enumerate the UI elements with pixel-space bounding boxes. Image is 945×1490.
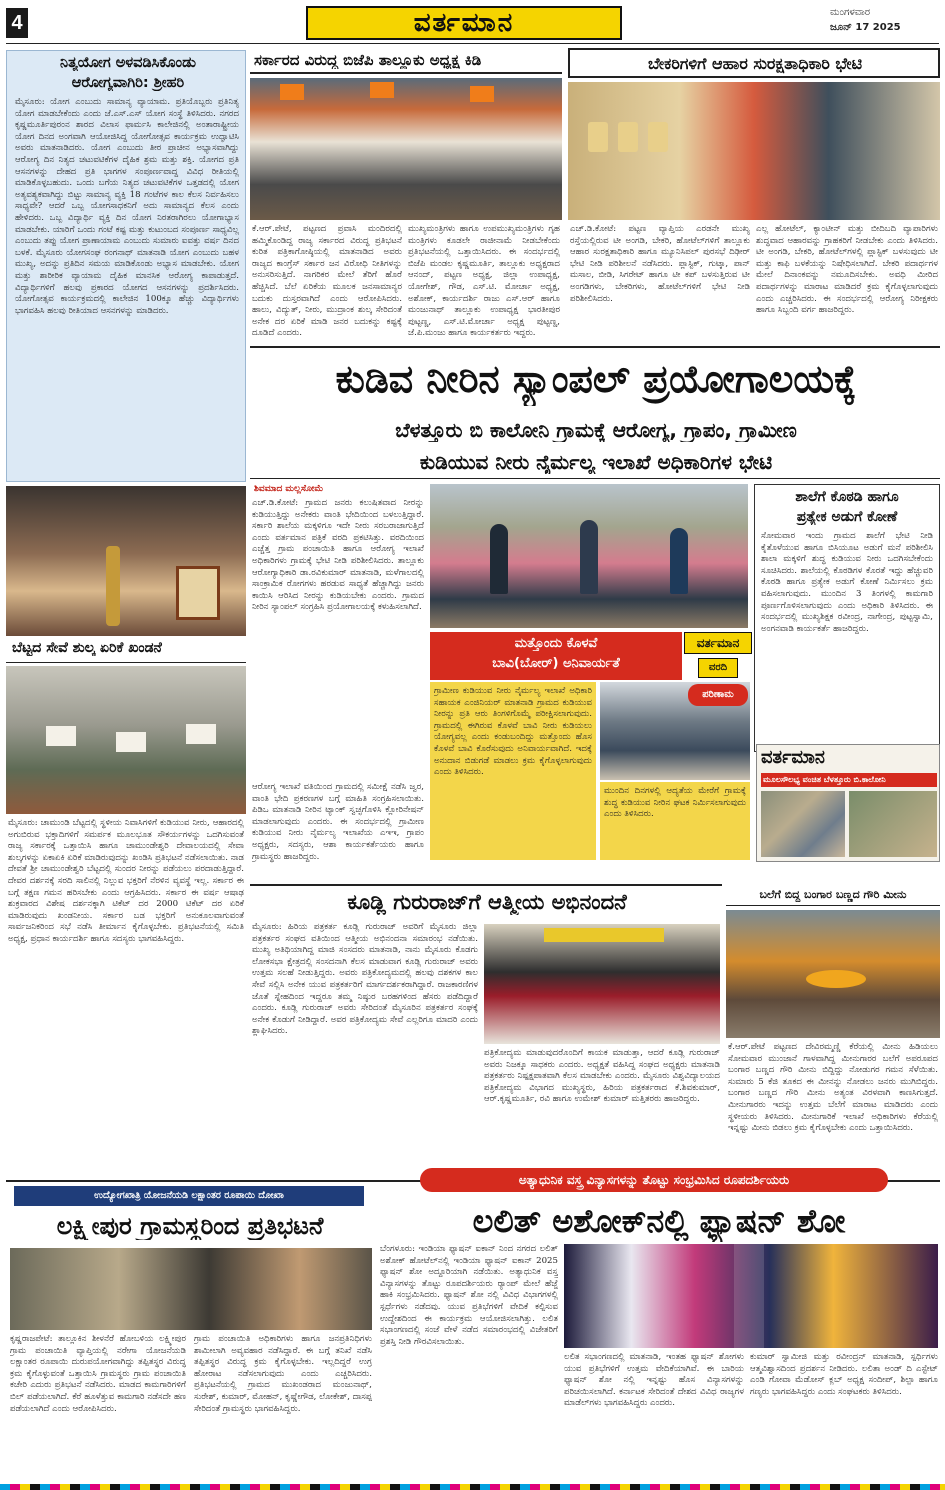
person-icon — [490, 524, 508, 594]
story-kudli-rule — [250, 884, 722, 886]
box-borewell-right-area — [600, 782, 750, 860]
story-fish-headline-bar — [726, 884, 940, 906]
fish-icon — [806, 970, 866, 988]
story-protest-photo — [250, 78, 562, 220]
story-lakshmipura-tag: ಉದ್ಯೋಗಖಾತ್ರಿ ಯೋಜನೆಯಡಿ ಲಕ್ಷಾಂತರ ರೂಪಾಯಿ ದೋಖಾ — [94, 1190, 284, 1201]
story-bakery-body-1: ಎಚ್.ಡಿ.ಕೋಟೆ: ಪಟ್ಟಣ ವ್ಯಾಪ್ತಿಯ ಎರಡನೇ ಮುಖ್ಯ ರಸ್ತೆಯಲ್ಲಿರುವ ಟೀ ಅಂಗಡಿ, ಬೇಕರಿ, ಹೋಟೆಲ್‌ಗಳಿಗೆ ತಾಲ್ಲೂಕು ಆಹಾರ ಸುರಕ್ಷತಾಧಿಕಾರಿ ಹಾಗೂ ಮ್ಯೂನಿಸಿಪಲ್ ಪುರಸಭೆ ದಿಢೀರ್ ಭೇಟಿ ನೀಡಿ ಪರಿಶೀಲನೆ ನಡೆಸಿದರು. ಪ್ಲಾಸ್ಟಿಕ್, ಗುಟ್ಕಾ, ಪಾನ್ ಮಸಾಲ, ಬೀಡಿ, ಸಿಗರೇಟ್ ಹಾಗೂ ಟೀ ಕಪ್ ಬಳಸುತ್ತಿರುವ ಟೀ ಅಂಗಡಿಗಳು, ಬೇಕರಿಗಳು, ಹೋಟೆಲ್‌ಗಳಿಗೆ ಭೇಟಿ ನೀಡಿ ಪರಿಶೀಲಿಸಿದರು. — [570, 224, 750, 304]
main-story-headline: ಕುಡಿವ ನೀರಿನ ಸ್ಯಾಂಪಲ್ ಪ್ರಯೋಗಾಲಯಕ್ಕೆ — [335, 357, 857, 401]
story-fashion-body-1: ಬೆಂಗಳೂರು: ಇಂಡಿಯಾ ಫ್ಯಾಷನ್ ಐಕಾನ್ ನಿಂದ ನಗರದ ಲಲಿತ್ ಅಶೋಕ್ ಹೋಟೆಲ್‌ನಲ್ಲಿ ಇಂಡಿಯಾ ಫ್ಯಾಷನ್ ಐಕಾನ್ 2025 ಫ್ಯಾಷನ್ ಶೋ ಅದ್ದೂರಿಯಾಗಿ ನಡೆಯಿತು. ಅತ್ಯಾಧುನಿಕ ವಸ್ತ್ರ ವಿನ್ಯಾಸಗಳನ್ನು ತೊಟ್ಟು ರೂಪದರ್ಶಿಯರು ರ‍್ಯಾಂಪ್ ಮೇಲೆ ಹೆಜ್ಜೆ ಹಾಕಿ ಸಂಭ್ರಮಿಸಿದರು. ಫ್ಯಾಷನ್ ಶೋ ನಲ್ಲಿ ವಿವಿಧ ವಿಭಾಗಗಳಲ್ಲಿ ಸ್ಪರ್ಧೆಗಳು ನಡೆದವು. ಯುವ ಪ್ರತಿಭೆಗಳಿಗೆ ವೇದಿಕೆ ಕಲ್ಪಿಸುವ ಉದ್ದೇಶದಿಂದ ಈ ಕಾರ್ಯಕ್ರಮ ಆಯೋಜಿಸಲಾಗಿತ್ತು. ಲಲಿತ ಸಭಾಂಗಣದಲ್ಲಿ ಸಂಜೆ ವೇಳೆ ನಡೆದ ಸಮಾರಂಭದಲ್ಲಿ ವಿಜೇತರಿಗೆ ಪ್ರಶಸ್ತಿ ನೀಡಿ ಗೌರವಿಸಲಾಯಿತು. — [380, 1244, 558, 1347]
main-story-body-1: ಎಚ್.ಡಿ.ಕೋಟೆ: ಗ್ರಾಮದ ಜನರು ಕಲುಷಿತವಾದ ನೀರನ್ನು ಕುಡಿಯುತ್ತಿದ್ದು ಅನೇಕರು ವಾಂತಿ ಭೇದಿಯಿಂದ ಬಳಲುತ್ತಿದ್ದಾರೆ. ಸರ್ಕಾರಿ ಶಾಲೆಯ ಮಕ್ಕಳಿಗೂ ಇದೇ ನೀರು ಸರಬರಾಜಾಗುತ್ತಿದೆ ಎಂದು ವರ್ತಮಾನ ಪತ್ರಿಕೆ ವರದಿ ಪ್ರಕಟಿಸಿತ್ತು. ವರದಿಯಿಂದ ಎಚ್ಚೆತ್ತ ಗ್ರಾಮ ಪಂಚಾಯಿತಿ ಹಾಗೂ ಆರೋಗ್ಯ ಇಲಾಖೆ ಅಧಿಕಾರಿಗಳು ಗ್ರಾಮಕ್ಕೆ ಭೇಟಿ ನೀಡಿ ಪರಿಶೀಲಿಸಿದರು. ತಾಲ್ಲೂಕು ಆರೋಗ್ಯಾಧಿಕಾರಿ ಡಾ.ರವಿಕುಮಾರ್ ಮಾತನಾಡಿ, ಮಳೆಗಾಲದಲ್ಲಿ ಸಾಂಕ್ರಾಮಿಕ ರೋಗಗಳು ಹರಡುವ ಸಾಧ್ಯತೆ ಹೆಚ್ಚಾಗಿದ್ದು ಜನರು ಕಾಯಿಸಿ ಆರಿಸಿದ ನೀರನ್ನು ಕುಡಿಯಬೇಕು ಎಂದರು. ಗ್ರಾಮದ ನೀರಿನ ಸ್ಯಾಂಪಲ್ ಸಂಗ್ರಹಿಸಿ ಪ್ರಯೋಗಾಲಯಕ್ಕೆ ಕಳುಹಿಸಲಾಗಿದೆ. — [252, 498, 424, 613]
story-yoga — [6, 50, 246, 482]
story-fee-hike-body: ಮೈಸೂರು: ಚಾಮುಂಡಿ ಬೆಟ್ಟದಲ್ಲಿ ಸ್ಥಳೀಯ ನಿವಾಸಿಗಳಿಗೆ ಕುಡಿಯುವ ನೀರು, ಆಹಾರದಲ್ಲಿ ಅಗುಬಿರುವ ಭಕ್ತಾದಿಗಳಿಗೆ ಸಮರ್ಪಕ ಮೂಲಭೂತ ಸೌಕರ್ಯಗಳನ್ನು ಒದಗಿಸುವಂತೆ ರಾಜ್ಯ ಸರ್ಕಾರಕ್ಕೆ ಒತ್ತಾಯಿಸಿ ಹಾಗೂ ಚಾಮುಂಡೇಶ್ವರಿ ದೇವಾಲಯದಲ್ಲಿ ಸೇವಾ ಶುಲ್ಕಗಳನ್ನು ಏಕಾಏಕಿ ಏರಿಕೆ ಮಾಡಿರುವುದನ್ನು ಖಂಡಿಸಿ ಪ್ರತಿಭಟನೆ ನಡೆಸಲಾಯಿತು. ನಾಡ ದೇವತೆ ಶ್ರೀ ಚಾಮುಂಡೇಶ್ವರಿ ಬೆಟ್ಟದಲ್ಲಿ ಸುಂದರ ನೀರನ್ನು ಪಡೆಯಲು ಪರದಾಡುತ್ತಿದ್ದಾರೆ. ದೇವರ ದರ್ಶನಕ್ಕೆ ಸರದಿ ಸಾಲಿನಲ್ಲಿ ನಿಲ್ಲುವ ಭಕ್ತರಿಗೆ ನೆರಳಿನ ವ್ಯವಸ್ಥೆ ಇಲ್ಲ. ಸರ್ಕಾರ ಈ ಬಗ್ಗೆ ತಕ್ಷಣ ಗಮನ ಹರಿಸಬೇಕು ಎಂದು ಆಗ್ರಹಿಸಿದರು. ಸರ್ಕಾರ ಈ ವರ್ಷ ಆಷಾಢ ಶುಕ್ರವಾರದ ವಿಶೇಷ ದರ್ಶನಕ್ಕಾಗಿ ಟಿಕೆಟ್ ದರ 2000 ಟಿಕೆಟ್ ದರ ಏರಿಕೆ ಮಾಡಿರುವುದು ಖಂಡನೀಯ. ಸರ್ಕಾರ ಬಡ ಭಕ್ತರಿಗೆ ಅನುಕೂಲವಾಗುವಂತೆ ಸಾರ್ವಜನಿಕರಿಂದ ಸಭೆ ನಡೆಸಿ ತೀರ್ಮಾನ ಕೈಗೊಳ್ಳಬೇಕು. ಪ್ರತಿಭಟನೆಯಲ್ಲಿ ಸಮಿತಿ ಅಧ್ಯಕ್ಷ, ಪ್ರಧಾನ ಕಾರ್ಯದರ್ಶಿ ಹಾಗೂ ಸದಸ್ಯರು ಭಾಗವಹಿಸಿದ್ದರು. — [8, 818, 244, 944]
story-fashion-photo — [564, 1244, 938, 1348]
story-fashion-tag-bar — [420, 1168, 888, 1192]
story-kudli-headline: ಕೂಡ್ಲಿ ಗುರುರಾಜ್‌ಗೆ ಆತ್ಮೀಯ ಅಭಿನಂದನೆ — [347, 890, 627, 914]
box-school — [754, 484, 940, 752]
flag-icon-2 — [370, 82, 394, 98]
story-bakery-body-2: ಎಲ್ಲ ಹೋಟೆಲ್, ಕ್ಯಾಂಟೀನ್ ಮತ್ತು ಬೀದಿಬದಿ ವ್ಯಾಪಾರಿಗಳು ಶುದ್ಧವಾದ ಆಹಾರವನ್ನು ಗ್ರಾಹಕರಿಗೆ ನೀಡಬೇಕು ಎಂದು ತಿಳಿಸಿದರು. ಟೀ ಅಂಗಡಿ, ಬೇಕರಿ, ಹೋಟೆಲ್‌ಗಳಲ್ಲಿ ಪ್ಲಾಸ್ಟಿಕ್ ಬಳಸುವುದು ಟೀ ಮತ್ತು ಕಾಫಿ ಬಳಕೆಯನ್ನು ನಿಷೇಧಿಸಲಾಗಿದೆ. ಬೇಕರಿ ಪದಾರ್ಥಗಳ ಮೇಲೆ ದಿನಾಂಕವನ್ನು ನಮೂದಿಸಬೇಕು. ಅವಧಿ ಮೀರಿದ ಪದಾರ್ಥಗಳನ್ನು ಮಾರಾಟ ಮಾಡಿದರೆ ಕ್ರಮ ಕೈಗೊಳ್ಳಲಾಗುವುದು ಎಂದು ಎಚ್ಚರಿಸಿದರು. ಈ ಸಂದರ್ಭದಲ್ಲಿ ಆರೋಗ್ಯ ನಿರೀಕ್ಷಕರು ಹಾಗೂ ಸಿಬ್ಬಂದಿ ವರ್ಗ ಹಾಜರಿದ್ದರು. — [756, 224, 938, 316]
masthead-rule — [6, 43, 939, 44]
story-protest-body-1: ಕೆ.ಆರ್.ಪೇಟೆ, ಪಟ್ಟಣದ ಪ್ರವಾಸಿ ಮಂದಿರದಲ್ಲಿ ಹಮ್ಮಿಕೊಂಡಿದ್ದ ರಾಜ್ಯ ಸರ್ಕಾರದ ವಿರುದ್ಧ ಪ್ರತಿಭಟನೆ ಕುರಿತ ಪತ್ರಿಕಾಗೋಷ್ಠಿಯಲ್ಲಿ ಮಾತನಾಡಿದ ಅವರು ರಾಜ್ಯದ ಕಾಂಗ್ರೆಸ್ ಸರ್ಕಾರ ಜನ ವಿರೋಧಿ ನೀತಿಗಳನ್ನು ಅನುಸರಿಸುತ್ತಿದೆ. ನಾಗರಿಕರ ಮೇಲೆ ತೆರಿಗೆ ಹೊರೆ ಹೆಚ್ಚಿಸಿದೆ. ಬೆಲೆ ಏರಿಕೆಯ ಮೂಲಕ ಜನಸಾಮಾನ್ಯರ ಬದುಕು ದುಸ್ತರವಾಗಿದೆ ಎಂದು ಆರೋಪಿಸಿದರು. ಹಾಲು, ವಿದ್ಯುತ್, ನೀರು, ಮುದ್ರಾಂಕ ಶುಲ್ಕ ಸೇರಿದಂತೆ ಅನೇಕ ದರ ಏರಿಕೆ ಮಾಡಿ ಜನರ ಬದುಕನ್ನು ಕಷ್ಟಕ್ಕೆ ದೂಡಿದೆ ಎಂದರು. — [252, 224, 402, 339]
main-story-body-2: ಆರೋಗ್ಯ ಇಲಾಖೆ ವತಿಯಿಂದ ಗ್ರಾಮದಲ್ಲಿ ಸಮೀಕ್ಷೆ ನಡೆಸಿ ಜ್ವರ, ವಾಂತಿ ಭೇದಿ ಪ್ರಕರಣಗಳ ಬಗ್ಗೆ ಮಾಹಿತಿ ಸಂಗ್ರಹಿಸಲಾಯಿತು. ಪಿಡಿಒ ಮಾತನಾಡಿ ನೀರಿನ ಟ್ಯಾಂಕ್ ಸ್ವಚ್ಛಗೊಳಿಸಿ ಕ್ಲೋರಿನೇಷನ್ ಮಾಡಲಾಗುವುದು ಎಂದರು. ಈ ಸಂದರ್ಭದಲ್ಲಿ ಗ್ರಾಮೀಣ ಕುಡಿಯುವ ನೀರು ನೈರ್ಮಲ್ಯ ಇಲಾಖೆಯ ಎಇಇ, ಗ್ರಾಪಂ ಅಧ್ಯಕ್ಷರು, ಸದಸ್ಯರು, ಆಶಾ ಕಾರ್ಯಕರ್ತೆಯರು ಹಾಗೂ ಗ್ರಾಮಸ್ಥರು ಹಾಜರಿದ್ದರು. — [252, 782, 424, 862]
story-lakshmipura-photo — [10, 1248, 372, 1330]
story-fee-hike-photo — [6, 666, 246, 814]
impact-badge-line-1: ವರದಿ — [698, 658, 738, 678]
story-fashion-body-3: ಕುಮಾರ್ ಸ್ವಾಮೀಜಿ ಮತ್ತು ರವೀಂದ್ರನ್ ಮಾತನಾಡಿ, ಸ್ಪರ್ಧಿಗಳು ಆತ್ಮವಿಶ್ವಾಸದಿಂದ ಪ್ರದರ್ಶನ ನೀಡಿದರು. ಲಲಿತಾ ಅಂಡ್ ದಿ ಎಸ್ಟೇಟ್ ಎಂಡಿ ಗೋವಾ ಮೆಡೋಸ್ ಕ್ಲಬ್ ಅಧ್ಯಕ್ಷ ಸಂದೀಪ್, ಶಿಲ್ಪಾ ಹಾಗೂ ಗಣ್ಯರು ಭಾಗವಹಿಸಿದ್ದರು ಎಂದು ಸಂಘಟಕರು ತಿಳಿಸಿದರು. — [750, 1352, 938, 1397]
story-yoga-headline-2: ಆರೋಗ್ಯವಾಗಿರಿ: ಶ್ರೀಹರಿ — [71, 75, 185, 91]
box-school-headline-2: ಪ್ರತ್ಯೇಕ ಅಡುಗೆ ಕೋಣೆ — [796, 509, 898, 525]
main-story-photo — [430, 484, 748, 628]
masthead — [0, 0, 945, 44]
clipping-photo-2 — [849, 791, 937, 857]
story-yoga-photo — [6, 486, 246, 636]
box-borewell-headline-1: ಮತ್ತೊಂದು ಕೊಳವೆ — [514, 636, 598, 651]
box-borewell-body: ಗ್ರಾಮೀಣ ಕುಡಿಯುವ ನೀರು ನೈರ್ಮಲ್ಯ ಇಲಾಖೆ ಅಧಿಕಾರಿ ಸಹಾಯಕ ಎಂಜಿನಿಯರ್ ಮಾತನಾಡಿ ಗ್ರಾಮದ ಕುಡಿಯುವ ನೀರನ್ನು ಪ್ರತಿ ಆರು ತಿಂಗಳಿಗೊಮ್ಮೆ ಪರೀಕ್ಷಿಸಲಾಗುವುದು. ಗ್ರಾಮದಲ್ಲಿ ಈಗಿರುವ ಕೊಳವೆ ಬಾವಿ ನೀರು ಕುಡಿಯಲು ಯೋಗ್ಯವಲ್ಲ ಎಂದು ಕಂಡುಬಂದಿದ್ದು ಮತ್ತೊಂದು ಹೊಸ ಕೊಳವೆ ಬಾವಿ ಕೊರೆಸುವುದು ಅನಿವಾರ್ಯವಾಗಿದೆ. ಇದಕ್ಕೆ ಅನುದಾನ ಬಿಡುಗಡೆ ಮಾಡಲು ಕ್ರಮ ಕೈಗೊಳ್ಳಲಾಗುವುದು ಎಂದು ತಿಳಿಸಿದರು. — [434, 686, 592, 778]
jar-icon-2 — [618, 122, 638, 152]
masthead-date: ಜೂನ್ 17 2025 — [830, 22, 901, 33]
lamp-icon — [106, 546, 120, 626]
story-fish-body: ಕೆ.ಆರ್.ಪೇಟೆ ಪಟ್ಟಣದ ದೇವಿರಮ್ಮಣ್ಣಿ ಕೆರೆಯಲ್ಲಿ ಮೀನು ಹಿಡಿಯಲು ಸೋಮವಾರ ಮುಂಜಾನೆ ಗಾಳವಾಗಿದ್ದ ಮೀನುಗಾರರ ಬಲೆಗೆ ಅಪರೂಪದ ಬಂಗಾರ ಬಣ್ಣದ ಗೌರಿ ಮೀನು ಬಿದ್ದಿದ್ದು ನೋಡುಗರ ಗಮನ ಸೆಳೆಯಿತು. ಸುಮಾರು 5 ಕೆಜಿ ತೂಕದ ಈ ಮೀನನ್ನು ನೋಡಲು ಜನರು ಮುಗಿಬಿದ್ದರು. ಬಂಗಾರ ಬಣ್ಣದ ಗೌರಿ ಮೀನು ಅತ್ಯಂತ ವಿರಳವಾಗಿ ಕಾಣಸಿಗುತ್ತದೆ. ಮೀನುಗಾರರು ಇದನ್ನು ಉತ್ತಮ ಬೆಲೆಗೆ ಮಾರಾಟ ಮಾಡಿದರು ಎಂದು ಸ್ಥಳೀಯರು ತಿಳಿಸಿದರು. ಮೀನುಗಾರಿಕೆ ಇಲಾಖೆ ಅಧಿಕಾರಿಗಳು ಕೆರೆಯಲ್ಲಿ ಇನ್ನಷ್ಟು ಮೀನು ಬಿಡಲು ಕ್ರಮ ಕೈಗೊಳ್ಳಬೇಕು ಎಂದು ಒತ್ತಾಯಿಸಿದರು. — [728, 1042, 938, 1134]
portrait-icon — [176, 566, 220, 620]
story-yoga-body: ಮೈಸೂರು: ಯೋಗ ಎಂಬುದು ಸಾಮಾನ್ಯ ವ್ಯಾಯಾಮ. ಪ್ರತಿಯೊಬ್ಬರು ಪ್ರತಿನಿತ್ಯ ಯೋಗ ಮಾಡಬೇಕೆಂದು ಎಂದು ಜೆ.ಎಸ್.ಎಸ್ ಯೋಗ ಸಂಸ್ಥೆ ತಿಳಿಸಿದರು. ನಗರದ ಕೃಷ್ಣಮೂರ್ತಿಪುರಂನ ಶಾರದ ವಿಲಾಸ ಫಾರ್ಮಸಿ ಕಾಲೇಜಿನಲ್ಲಿ ಅಂತಾರಾಷ್ಟ್ರೀಯ ಯೋಗ ದಿನದ ಅಂಗವಾಗಿ ಆಯೋಜಿಸಿದ್ದ ಯೋಗೋತ್ಸವ ಕಾರ್ಯಕ್ರಮ ಉದ್ಘಾಟಿಸಿ ಅವರು ಮಾತನಾಡಿದರು. ಯೋಗ ಎಂಬುದು ತೀರ ಪ್ರಾಚೀನ ಅಭ್ಯಾಸವಾಗಿದ್ದು ಆರೋಗ್ಯ ದಿನ ನಿತ್ಯದ ಚಟುವಟಿಕೆಗಳ ದೈಹಿಕ ಶ್ರಮ ಮತ್ತು ಶಕ್ತಿ. ಯೋಗದ ಪ್ರತಿ ಆಸನಗಳನ್ನು ದೇಹದ ಪ್ರತಿ ಭಾಗಗಳ ಸಂಪೂರ್ಣವಾದ್ದ ವಿವಿಧ ರೀತಿಯಲ್ಲಿ ಮಾಡಿಕೊಳ್ಳಬಹುದು. ಒಂದು ಬಗೆಯ ನಿತ್ಯದ ಚಟುವಟಿಕೆಗಳ ಒತ್ತಡದಲ್ಲಿ ಯೋಗ ಅತ್ಯವಶ್ಯಕವಾಗಿದ್ದು ಬಿಟ್ಟು ಸಾಮಾನ್ಯ ವ್ಯಕ್ತಿ 18 ಗಂಟೆಗಳ ಕಾಲ ಕೆಲಸ ನಿರ್ವಹಿಸಲು ಸಾಧ್ಯವೇ? ಆದರೆ ಒಬ್ಬ ಯೋಗಸಾಧಕನಿಗೆ ಅದು ಸಾಮಾನ್ಯದ ಕೆಲಸ ಎಂದು ಹೇಳಿದರು. ಒಬ್ಬ ವಿದ್ಯಾರ್ಥಿ ವ್ಯಕ್ತಿ ದಿನ ಯೋಗ ನಿರತರಾಗಿರಲು ಯೋಗಾಭ್ಯಾಸ ಮಾಡಬೇಕು. ಯಾರಿಗೆ ಒಂದು ಗಂಟೆ ಕಷ್ಟ ಮತ್ತು ಕುಟುಂಬದ ಸಂಪೂರ್ಣ ಸಾಧ್ಯವಿಲ್ಲ ಎಂಬುದು ತಪ್ಪು ಯೋಗ ಪ್ರಾಣಾಯಾಮ ಎಂಬುದು ಸುಮಾರು ಐವತ್ತು ವರ್ಷ ದಿನದ ಬಳಕೆ. ಮೈಸೂರು ಯೋಗಸಂಘ ರಂಗನಾಥ್ ಮಾತನಾಡಿ ಯೋಗ ಎಂಬುದು ಬಹಳ ಮುಖ್ಯ, ಅದನ್ನು ಪ್ರತಿದಿನ ಸಮಯ ಮಾಡಿಕೊಂಡು ಅಭ್ಯಾಸ ಮಾಡಬೇಕು. ಯೋಗ ಮತ್ತು ಶಾರೀರಿಕ ವ್ಯಾಯಾಮ ದೈಹಿಕ ಮಾನಸಿಕ ಆರೋಗ್ಯ ಕಾಪಾಡುತ್ತದೆ. ವಿದ್ಯಾರ್ಥಿಗಳಿಗೆ ಹಲವು ಪ್ರಕಾರದ ಯೋಗದ ಆಸನಗಳನ್ನು ಪ್ರದರ್ಶಿಸಿದರು. ಯೋಗೋತ್ಸವ ಕಾರ್ಯಕ್ರಮದಲ್ಲಿ ಕಾಲೇಜಿನ 100ಕ್ಕೂ ಹೆಚ್ಚು ವಿದ್ಯಾರ್ಥಿಗಳು ಭಾಗವಹಿಸಿ ಹಲವು ರೀತಿಯಾದ ಆಸನಗಳನ್ನು ಮಾಡಿದರು. — [15, 97, 239, 316]
box-borewell-head — [430, 632, 682, 680]
masthead-brand-box — [306, 6, 622, 40]
flag-icon — [280, 84, 304, 100]
banner-icon — [544, 928, 664, 942]
story-fashion-headline: ಲಲಿತ್ ಅಶೋಕ್‌ನಲ್ಲಿ ಫ್ಯಾಷನ್ ಶೋ — [472, 1202, 846, 1240]
impact-badge-brand: ವರ್ತಮಾನ — [684, 632, 752, 654]
impact-badge-line-2: ಪರಿಣಾಮ — [688, 684, 748, 706]
story-lakshmipura-headline: ಲಕ್ಷ್ಮೀಪುರ ಗ್ರಾಮಸ್ಥರಿಂದ ಪ್ರತಿಭಟನೆ — [56, 1212, 324, 1240]
story-fee-hike-headline: ಬೆಟ್ಟದ ಸೇವೆ ಶುಲ್ಕ ಏರಿಕೆ ಖಂಡನೆ — [12, 640, 162, 656]
story-yoga-headline-1: ನಿತ್ಯಯೋಗ ಅಳವಡಿಸಿಕೊಂಡು — [60, 55, 196, 71]
box-borewell-body-area — [430, 682, 596, 860]
flag-icon-3 — [470, 86, 494, 102]
box-school-headline-1: ಶಾಲೆಗೆ ಕೊಠಡಿ ಹಾಗೂ — [795, 489, 899, 505]
box-borewell-body-right: ಮುಂದಿನ ದಿನಗಳಲ್ಲಿ ಆದ್ಯತೆಯ ಮೇರೆಗೆ ಗ್ರಾಮಕ್ಕೆ ಶುದ್ಧ ಕುಡಿಯುವ ನೀರಿನ ಘಟಕ ನಿರ್ಮಿಸಲಾಗುವುದು ಎಂದು ತಿಳಿಸಿದರು. — [604, 786, 746, 820]
clipping-photo — [761, 791, 845, 857]
main-story-sub-2: ಕುಡಿಯುವ ನೀರು ನೈರ್ಮಲ್ಯ ಇಲಾಖೆ ಅಧಿಕಾರಿಗಳ ಭೇಟಿ — [419, 450, 773, 474]
story-fashion-tag: ಅತ್ಯಾಧುನಿಕ ವಸ್ತ್ರ ವಿನ್ಯಾಸಗಳನ್ನು ತೊಟ್ಟು ಸಂಭ್ರಮಿಸಿದ ರೂಪದರ್ಶಿಯರು — [518, 1173, 790, 1187]
jar-icon-3 — [648, 122, 668, 152]
story-lakshmipura-body-2: ಗ್ರಾಮ ಪಂಚಾಯಿತಿ ಅಧಿಕಾರಿಗಳು ಹಾಗೂ ಜನಪ್ರತಿನಿಧಿಗಳು ಶಾಮೀಲಾಗಿ ಅವ್ಯವಹಾರ ನಡೆಸಿದ್ದಾರೆ. ಈ ಬಗ್ಗೆ ತನಿಖೆ ನಡೆಸಿ ತಪ್ಪಿತಸ್ಥರ ವಿರುದ್ಧ ಕ್ರಮ ಕೈಗೊಳ್ಳಬೇಕು. ಇಲ್ಲದಿದ್ದರೆ ಉಗ್ರ ಹೋರಾಟ ನಡೆಸಲಾಗುವುದು ಎಂದು ಎಚ್ಚರಿಸಿದರು. ಪ್ರತಿಭಟನೆಯಲ್ಲಿ ಗ್ರಾಮದ ಮುಖಂಡರಾದ ಮಂಜುನಾಥ್, ಸುರೇಶ್, ಕುಮಾರ್, ಮೋಹನ್, ಕೃಷ್ಣೇಗೌಡ, ಲೋಕೇಶ್, ದಾಸಪ್ಪ ಸೇರಿದಂತೆ ಗ್ರಾಮಸ್ಥರು ಭಾಗವಹಿಸಿದ್ದರು. — [194, 1334, 372, 1414]
placard-icon-2 — [116, 732, 146, 752]
clipping-headline: ಮೂಲಸೌಲಭ್ಯ ವಂಚಿತ ಬೆಳತ್ತೂರು ಬಿ.ಕಾಲೋನಿ — [761, 773, 937, 787]
clipping-brand: ವರ್ತಮಾನ — [761, 747, 825, 768]
main-story-sub-rule — [250, 478, 940, 479]
story-protest-body-2: ಮುಖ್ಯಮಂತ್ರಿಗಳು ಹಾಗೂ ಉಪಮುಖ್ಯಮಂತ್ರಿಗಳು ಗೃಹ ಮಂತ್ರಿಗಳು ಕೂಡಲೇ ರಾಜೀನಾಮೆ ನೀಡಬೇಕೆಂದು ಪ್ರತಿಭಟನೆಯಲ್ಲಿ ಒತ್ತಾಯಿಸಿದರು. ಈ ಸಂದರ್ಭದಲ್ಲಿ ಬಿಜೆಪಿ ಮಂಡಲ ಕೃಷ್ಣಮೂರ್ತಿ, ತಾಲ್ಲೂಕು ಅಧ್ಯಕ್ಷರಾದ ಆನಂದ್, ಪಟ್ಟಣ ಅಧ್ಯಕ್ಷ, ಜಿಲ್ಲಾ ಉಪಾಧ್ಯಕ್ಷ, ಯೋಗೇಶ್, ಗೌಡ, ಎಸ್.ಟಿ. ಮೋರ್ಚಾ ಅಧ್ಯಕ್ಷ, ಅಶೋಕ್, ಕಾರ್ಯದರ್ಶಿ ರಾಜು ಎಸ್.ಆರ್ ಹಾಗೂ ಮಂಜುನಾಥ್ ತಾಲ್ಲೂಕು ಉಪಾಧ್ಯಕ್ಷ ಭಾರತೀಪುರ ಪುಟ್ಟಣ್ಣ, ಎಸ್.ಟಿ.ಮೋರ್ಚಾ ಅಧ್ಯಕ್ಷ ಪುಟ್ಟಣ್ಣ, ಜೆ.ಪಿ.ಮಂಜು ಹಾಗೂ ಕಾರ್ಯಕರ್ತರು ಇದ್ದರು. — [408, 224, 560, 339]
jar-icon — [588, 122, 608, 152]
print-register-strip — [0, 1484, 945, 1490]
box-school-body: ಸೋಮವಾರ ಇಂದು ಗ್ರಾಮದ ಶಾಲೆಗೆ ಭೇಟಿ ನೀಡಿ ಕೈತೊಳೆಯುವ ಹಾಗೂ ಬಿಸಿಯೂಟ ಅಡುಗೆ ಮನೆ ಪರಿಶೀಲಿಸಿ ಶಾಲಾ ಮಕ್ಕಳಿಗೆ ಶುದ್ಧ ಕುಡಿಯುವ ನೀರು ಒದಗಿಸಬೇಕೆಂದು ಸೂಚಿಸಿದರು. ಶಾಲೆಯಲ್ಲಿ ಕೊಠಡಿಗಳ ಕೊರತೆ ಇದ್ದು ಹೆಚ್ಚುವರಿ ಕೊಠಡಿ ಹಾಗೂ ಪ್ರತ್ಯೇಕ ಅಡುಗೆ ಕೋಣೆ ನಿರ್ಮಿಸಲು ಕ್ರಮ ವಹಿಸಲಾಗುವುದು. ಮುಂದಿನ 3 ತಿಂಗಳಲ್ಲಿ ಕಾಮಗಾರಿ ಪೂರ್ಣಗೊಳಿಸಲಾಗುವುದು ಎಂದು ಅಧಿಕಾರಿ ತಿಳಿಸಿದರು. ಈ ಸಂದರ್ಭದಲ್ಲಿ ಮುಖ್ಯಶಿಕ್ಷಕ ರವೀಂದ್ರ, ನಾಗೇಂದ್ರ, ಪುಟ್ಟಸ್ವಾಮಿ, ಅಂಗನವಾಡಿ ಕಾರ್ಯಕರ್ತೆ ಹಾಜರಿದ್ದರು. — [761, 531, 933, 634]
story-kudli-photo — [484, 924, 720, 1044]
story-fashion-body-2: ಲಲಿತ ಸಭಾಂಗಣದಲ್ಲಿ ಮಾತನಾಡಿ, ಇಂತಹ ಫ್ಯಾಷನ್ ಶೋಗಳು ಯುವ ಪ್ರತಿಭೆಗಳಿಗೆ ಉತ್ತಮ ವೇದಿಕೆಯಾಗಿವೆ. ಈ ಬಾರಿಯ ಫ್ಯಾಷನ್ ಶೋ ನಲ್ಲಿ ಇನ್ನಷ್ಟು ಹೊಸ ವಿನ್ಯಾಸಗಳನ್ನು ಪರಿಚಯಿಸಲಾಗಿದೆ. ಕರ್ನಾಟಕ ಸೇರಿದಂತೆ ದೇಶದ ವಿವಿಧ ರಾಜ್ಯಗಳ ಮಾಡೆಲ್‌ಗಳು ಭಾಗವಹಿಸಿದ್ದರು ಎಂದರು. — [564, 1352, 744, 1409]
clipping — [756, 744, 940, 862]
story-bakery-headline-bar — [568, 48, 940, 78]
story-lakshmipura-tag-bar — [14, 1186, 364, 1206]
story-protest-headline: ಸರ್ಕಾರದ ವಿರುದ್ಧ ಬಿಜೆಪಿ ತಾಲ್ಲೂಕು ಅಧ್ಯಕ್ಷ ಕಿಡಿ — [254, 51, 482, 69]
story-fee-hike-rule — [6, 662, 246, 663]
person-icon-2 — [580, 520, 598, 594]
story-fish-photo — [726, 910, 940, 1038]
placard-icon-3 — [186, 724, 216, 744]
story-fish-headline: ಬಲೆಗೆ ಬಿದ್ದ ಬಂಗಾರ ಬಣ್ಣದ ಗೌರಿ ಮೀನು — [759, 888, 907, 901]
story-protest-headline-bar — [250, 48, 562, 74]
masthead-brand: ವರ್ತಮಾನ — [413, 8, 515, 38]
placard-icon — [46, 726, 76, 746]
person-icon-3 — [670, 528, 688, 594]
main-story-byline: ಶಿವಮಾದ ಮಲ್ಲಸೋಮೆ — [254, 484, 324, 494]
masthead-day: ಮಂಗಳವಾರ — [830, 7, 871, 18]
story-kudli-body-2: ಪತ್ರಿಕೋದ್ಯಮ ಮಾಡುವುದರೊಂದಿಗೆ ಕಾಯಕ ಮಾಡುತ್ತಾ, ಆದರೆ ಕೂಡ್ಲಿ ಗುರುರಾಜ್ ಅವರು ನಿಜಕ್ಕೂ ಸಾಧಕರು ಎಂದರು. ಅಧ್ಯಕ್ಷತೆ ವಹಿಸಿದ್ದ ಸಂಘದ ಅಧ್ಯಕ್ಷರು ಮಾತನಾಡಿ ಪತ್ರಕರ್ತರು ನಿಷ್ಪಕ್ಷಪಾತವಾಗಿ ಕೆಲಸ ಮಾಡಬೇಕು ಎಂದರು. ಮೈಸೂರು ವಿಶ್ವವಿದ್ಯಾಲಯದ ಪತ್ರಿಕೋದ್ಯಮ ವಿಭಾಗದ ಮುಖ್ಯಸ್ಥರು, ಹಿರಿಯ ಪತ್ರಕರ್ತರಾದ ಕೆ.ಶಿವಕುಮಾರ್, ಆರ್.ಕೃಷ್ಣಮೂರ್ತಿ, ರವಿ ಹಾಗೂ ಉಮೇಶ್ ಕುಮಾರ್ ಮತ್ತಿತರರು ಹಾಜರಿದ್ದರು. — [484, 1048, 720, 1105]
story-kudli-body-1: ಮೈಸೂರು: ಹಿರಿಯ ಪತ್ರಕರ್ತ ಕೂಡ್ಲಿ ಗುರುರಾಜ್ ಅವರಿಗೆ ಮೈಸೂರು ಜಿಲ್ಲಾ ಪತ್ರಕರ್ತರ ಸಂಘದ ವತಿಯಿಂದ ಆತ್ಮೀಯ ಅಭಿನಂದನಾ ಸಮಾರಂಭ ನಡೆಯಿತು. ಮುಖ್ಯ ಅತಿಥಿಯಾಗಿದ್ದ ಮಾಜಿ ಸಂಸದರು ಮಾತನಾಡಿ, ನಾನು ಮೈಸೂರು ಕೊಡಗು ಲೋಕಸಭಾ ಕ್ಷೇತ್ರದಲ್ಲಿ ಸಂಸದನಾಗಿ ಕೆಲಸ ಮಾಡುವಾಗ ಕೂಡ್ಲಿ ಗುರುರಾಜ್ ಅವರು ಉತ್ತಮ ಸಲಹೆ ನೀಡುತ್ತಿದ್ದರು. ಅವರು ಪತ್ರಿಕೋದ್ಯಮದಲ್ಲಿ ಹಲವು ದಶಕಗಳ ಕಾಲ ಸೇವೆ ಸಲ್ಲಿಸಿ ಅನೇಕ ಯುವ ಪತ್ರಕರ್ತರಿಗೆ ಮಾರ್ಗದರ್ಶಕರಾಗಿದ್ದಾರೆ. ರಾಜಕಾರಣಿಗಳ ಜೊತೆ ಸ್ನೇಹದಿಂದ ಇದ್ದರೂ ತಮ್ಮ ನಿಷ್ಠುರ ಬರಹಗಳಿಂದ ಹೆಸರು ಪಡೆದಿದ್ದಾರೆ ಎಂದರು. ಕೂಡ್ಲಿ ಗುರುರಾಜ್ ಅವರು ಸೇರಿದಂತೆ ಮೈಸೂರಿನ ಪತ್ರಕರ್ತರ ಸಂಘಕ್ಕೆ ಅನೇಕ ಕೊಡುಗೆ ನೀಡಿದ್ದಾರೆ. ಅವರ ಪತ್ರಿಕೋದ್ಯಮ ಸೇವೆ ಎಲ್ಲರಿಗೂ ಮಾದರಿ ಎಂದು ಶ್ಲಾಘಿಸಿದರು. — [252, 922, 478, 1037]
story-bakery-headline: ಬೇಕರಿಗಳಿಗೆ ಆಹಾರ ಸುರಕ್ಷತಾಧಿಕಾರಿ ಭೇಟಿ — [647, 54, 863, 73]
story-lakshmipura-body-1: ಕೃಷ್ಣರಾಜಪೇಟೆ: ತಾಲ್ಲೂಕಿನ ಶೀಳನೆರೆ ಹೋಬಳಿಯ ಲಕ್ಷ್ಮೀಪುರ ಗ್ರಾಮ ಪಂಚಾಯಿತಿ ವ್ಯಾಪ್ತಿಯಲ್ಲಿ ನರೇಗಾ ಯೋಜನೆಯಡಿ ಲಕ್ಷಾಂತರ ರೂಪಾಯಿ ದುರುಪಯೋಗವಾಗಿದ್ದು ತಪ್ಪಿತಸ್ಥರ ವಿರುದ್ಧ ಕ್ರಮ ಕೈಗೊಳ್ಳುವಂತೆ ಒತ್ತಾಯಿಸಿ ಗ್ರಾಮಸ್ಥರು ಗ್ರಾಮ ಪಂಚಾಯಿತಿ ಕಚೇರಿ ಎದುರು ಪ್ರತಿಭಟನೆ ನಡೆಸಿದರು. ಮಾಡದ ಕಾಮಗಾರಿಗಳಿಗೆ ಬಿಲ್ ಪಡೆಯಲಾಗಿದೆ. ಕೆರೆ ಹೂಳೆತ್ತುವ ಕಾಮಗಾರಿ ನಡೆಸದೇ ಹಣ ಪಡೆಯಲಾಗಿದೆ ಎಂದು ಆರೋಪಿಸಿದರು. — [10, 1334, 186, 1414]
stage-light-icon — [734, 1244, 764, 1348]
page-number: 4 — [6, 8, 28, 38]
main-story-sub-1: ಬೆಳತ್ತೂರು ಬಿ ಕಾಲೋನಿ ಗ್ರಾಮಕ್ಕೆ ಆರೋಗ್ಯ, ಗ್ರಾಪಂ, ಗ್ರಾಮೀಣ — [395, 418, 797, 442]
story-bakery-photo — [568, 82, 940, 220]
impact-badge — [684, 632, 752, 716]
box-borewell-headline-2: ಬಾವಿ(ಬೋರ್) ಅನಿವಾರ್ಯತೆ — [492, 656, 620, 671]
main-story-top-rule — [250, 346, 940, 348]
